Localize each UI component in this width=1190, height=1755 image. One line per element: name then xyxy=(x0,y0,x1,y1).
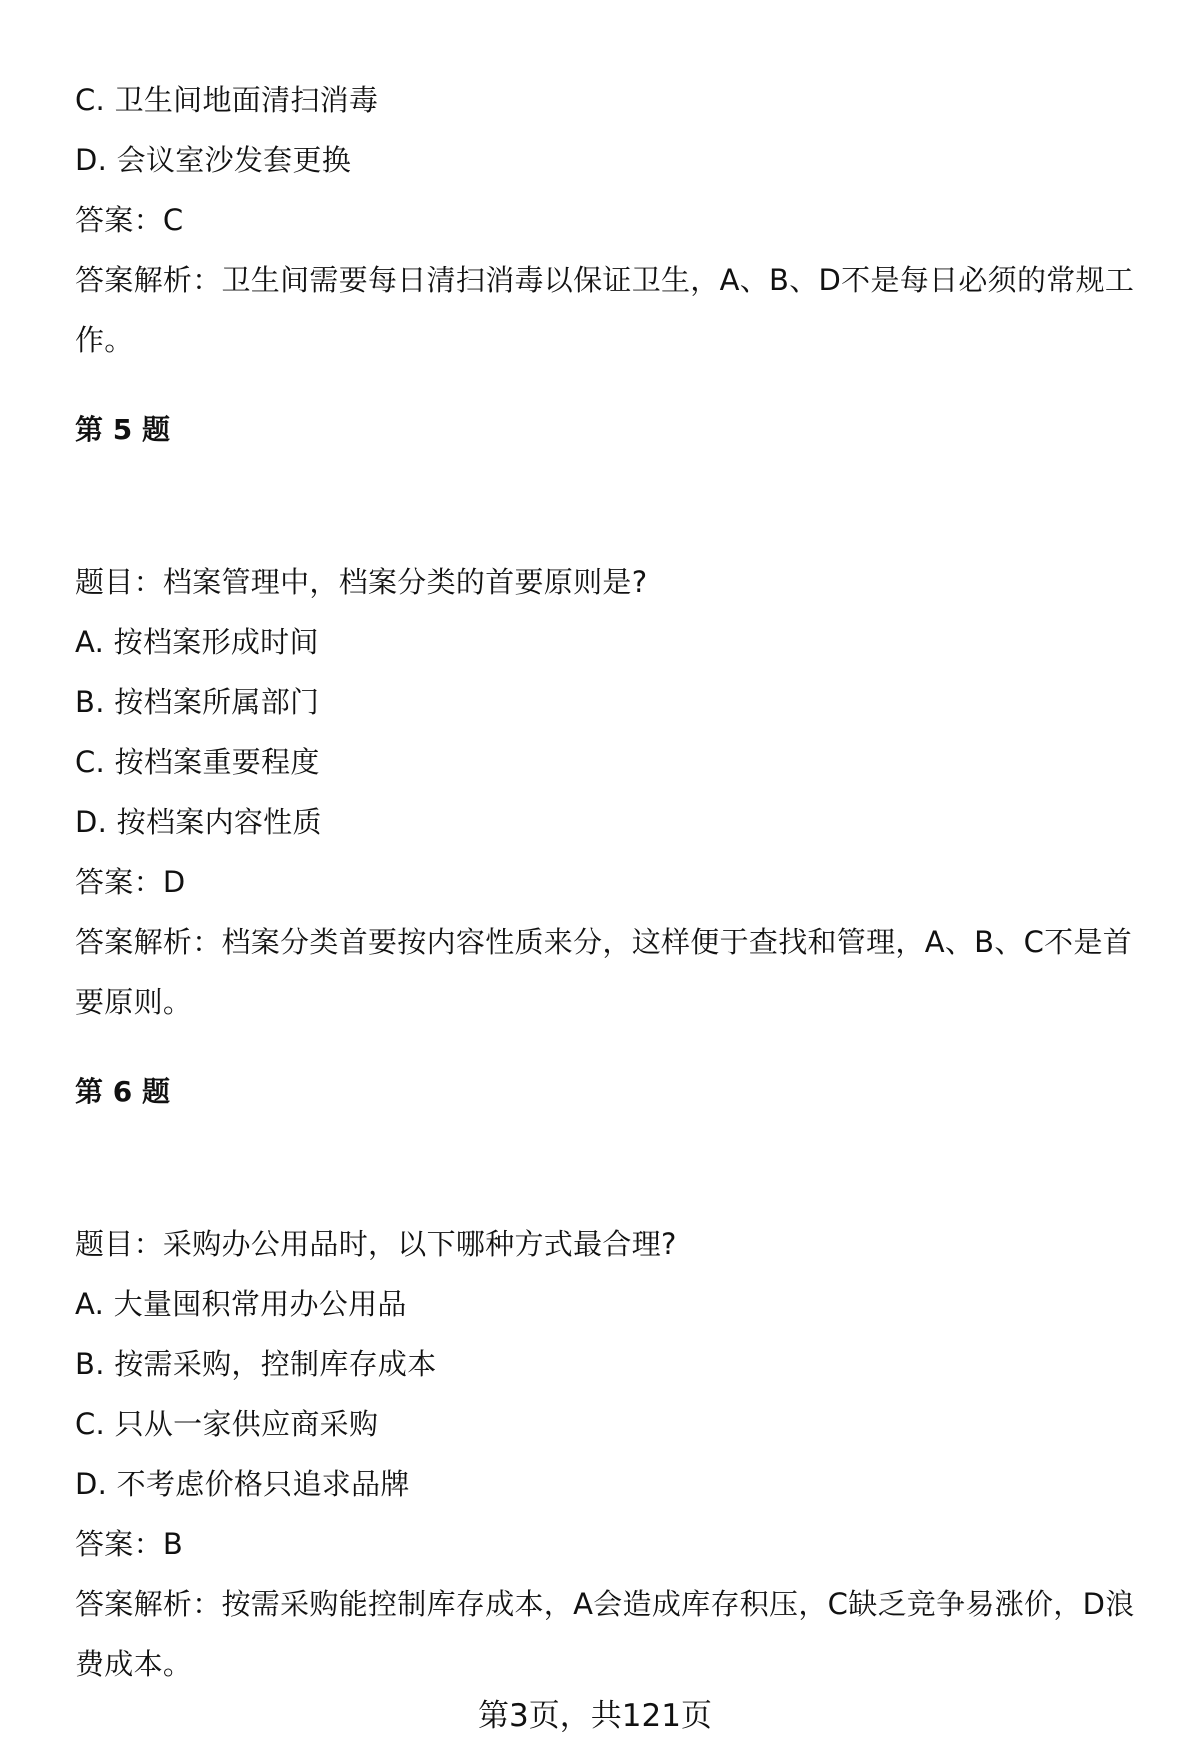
q6-explanation-line2: 费成本。 xyxy=(75,1647,193,1681)
q4-answer: 答案：C xyxy=(75,203,184,237)
q6-option-c: C. 只从一家供应商采购 xyxy=(75,1407,379,1441)
q5-answer: 答案：D xyxy=(75,865,186,899)
q5-option-b: B. 按档案所属部门 xyxy=(75,685,320,719)
q6-explanation-line1: 答案解析：按需采购能控制库存成本，A会造成库存积压，C缺乏竞争易涨价，D浪 xyxy=(75,1587,1135,1621)
q5-question: 题目：档案管理中，档案分类的首要原则是? xyxy=(75,565,648,599)
q6-option-d: D. 不考虑价格只追求品牌 xyxy=(75,1467,410,1501)
q5-explanation-line1: 答案解析：档案分类首要按内容性质来分，这样便于查找和管理，A、B、C不是首 xyxy=(75,925,1133,959)
q6-option-b: B. 按需采购，控制库存成本 xyxy=(75,1347,437,1381)
q5-heading: 第 5 题 xyxy=(75,413,170,446)
q5-option-a: A. 按档案形成时间 xyxy=(75,625,319,659)
q4-explanation-line2: 作。 xyxy=(75,323,134,357)
q4-option-c: C. 卫生间地面清扫消毒 xyxy=(75,83,379,117)
q6-option-a: A. 大量囤积常用办公用品 xyxy=(75,1287,407,1321)
q6-answer: 答案：B xyxy=(75,1527,184,1561)
q5-option-d: D. 按档案内容性质 xyxy=(75,805,322,839)
q4-option-d: D. 会议室沙发套更换 xyxy=(75,143,352,177)
page-number: 第3页，共121页 xyxy=(478,1698,712,1734)
q6-question: 题目：采购办公用品时，以下哪种方式最合理? xyxy=(75,1227,677,1261)
q5-option-c: C. 按档案重要程度 xyxy=(75,745,320,779)
q6-heading: 第 6 题 xyxy=(75,1075,170,1108)
q4-explanation-line1: 答案解析：卫生间需要每日清扫消毒以保证卫生，A、B、D不是每日必须的常规工 xyxy=(75,263,1135,297)
q5-explanation-line2: 要原则。 xyxy=(75,985,193,1019)
